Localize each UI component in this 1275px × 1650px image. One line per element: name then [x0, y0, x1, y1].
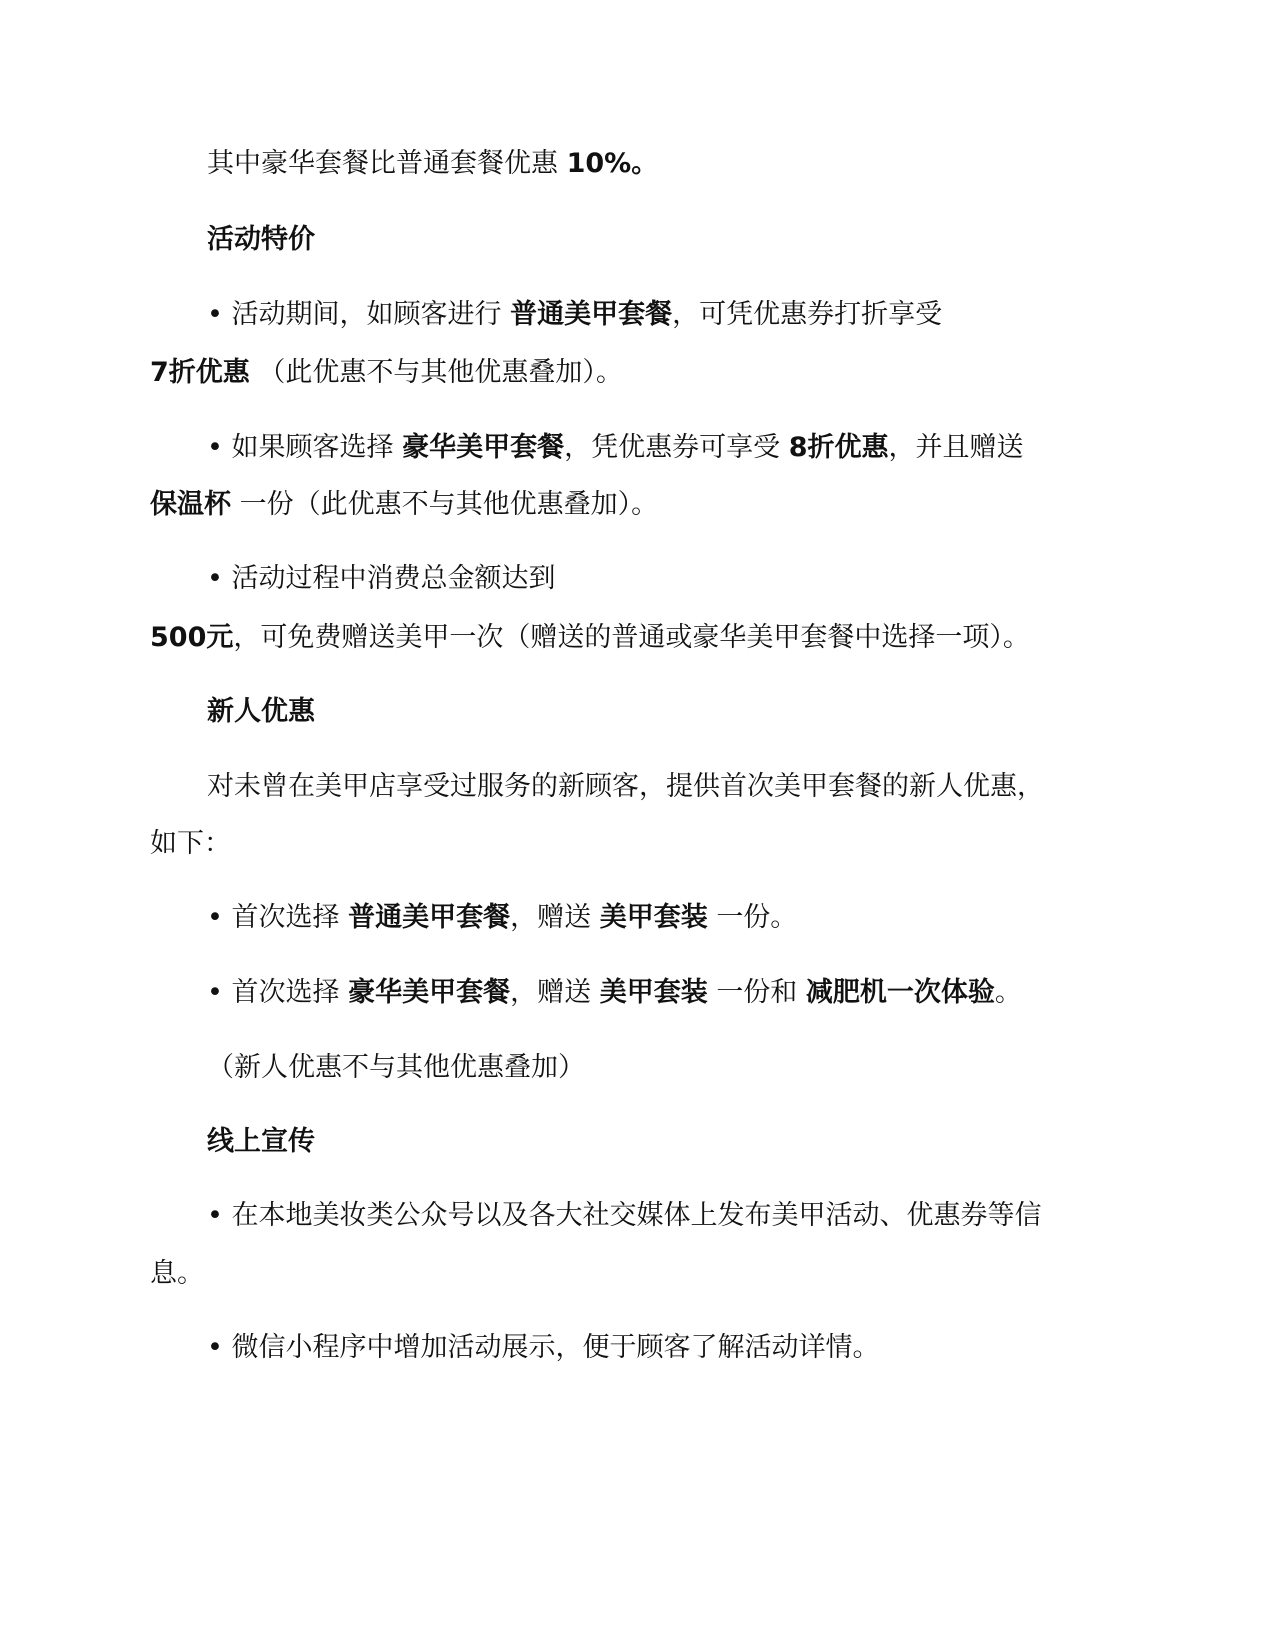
text: ，可免费赠送美甲一次（赠送的普通或豪华美甲套餐中选择一项）。 [233, 622, 1030, 653]
bullet: • [207, 977, 223, 1008]
section-heading-promo [207, 222, 315, 258]
new-customer-note [207, 1050, 585, 1086]
promo-item-3-line-2 [150, 620, 1030, 656]
text: 首次选择 [231, 902, 340, 933]
bold-text: 减肥机一次体验 [805, 977, 995, 1008]
text: ，赠送 [510, 902, 592, 933]
bold-text: 8折优惠 [788, 432, 889, 463]
bullet: • [207, 902, 223, 933]
new-customer-paragraph-line-1 [207, 769, 1044, 805]
text: （新人优惠不与其他优惠叠加） [207, 1052, 585, 1083]
text: 一份和 [716, 977, 798, 1008]
text: 对未曾在美甲店享受过服务的新顾客，提供首次美甲套餐的新人优惠， [207, 771, 1044, 802]
promo-item-2-line-2 [150, 487, 658, 523]
intro-percentage: 10%。 [566, 148, 659, 179]
bold-text: 500元 [150, 622, 234, 653]
online-item-1-line-1 [207, 1198, 1042, 1234]
promo-item-1-line-2 [150, 355, 623, 391]
new-customer-paragraph-line-2 [150, 826, 231, 862]
text: 如下： [150, 828, 231, 859]
bold-text: 豪华美甲套餐 [402, 432, 565, 463]
bullet: • [207, 563, 223, 594]
text: ，可凭优惠券打折享受 [672, 299, 943, 330]
text: 首次选择 [231, 977, 340, 1008]
promo-item-3-line-1 [207, 561, 556, 597]
heading-text: 活动特价 [207, 224, 315, 255]
section-heading-new-customer [207, 694, 315, 730]
new-customer-item-1 [207, 900, 797, 936]
text: ，凭优惠券可享受 [564, 432, 781, 463]
bold-text: 普通美甲套餐 [348, 902, 511, 933]
new-customer-item-2 [207, 975, 1022, 1011]
bold-text: 7折优惠 [150, 357, 250, 388]
text: 活动过程中消费总金额达到 [231, 563, 556, 594]
bullet: • [207, 299, 223, 330]
text: ，并且赠送 [888, 432, 1024, 463]
intro-text: 其中豪华套餐比普通套餐优惠 [207, 148, 558, 179]
promo-item-2-line-1 [207, 430, 1024, 466]
text: （此优惠不与其他优惠叠加）。 [258, 357, 623, 388]
text: 微信小程序中增加活动展示，便于顾客了解活动详情。 [231, 1332, 880, 1363]
intro-paragraph [207, 146, 658, 182]
text: 在本地美妆类公众号以及各大社交媒体上发布美甲活动、优惠券等信 [231, 1200, 1042, 1231]
heading-text: 线上宣传 [207, 1126, 315, 1157]
bullet: • [207, 432, 223, 463]
bold-text: 保温杯 [150, 489, 231, 520]
text: 息。 [150, 1258, 204, 1289]
heading-text: 新人优惠 [207, 696, 315, 727]
bullet: • [207, 1200, 223, 1231]
bold-text: 普通美甲套餐 [510, 299, 673, 330]
text: 一份。 [716, 902, 798, 933]
online-item-2 [207, 1330, 880, 1366]
bullet: • [207, 1332, 223, 1363]
section-heading-online [207, 1124, 315, 1160]
text: 。 [994, 977, 1022, 1008]
promo-item-1-line-1 [207, 297, 942, 333]
text: 活动期间，如顾客进行 [231, 299, 502, 330]
text: 一份（此优惠不与其他优惠叠加）。 [239, 489, 659, 520]
bold-text: 美甲套装 [599, 902, 708, 933]
bold-text: 豪华美甲套餐 [348, 977, 511, 1008]
text: ，赠送 [510, 977, 592, 1008]
online-item-1-line-2 [150, 1256, 204, 1292]
text: 如果顾客选择 [231, 432, 394, 463]
bold-text: 美甲套装 [599, 977, 708, 1008]
